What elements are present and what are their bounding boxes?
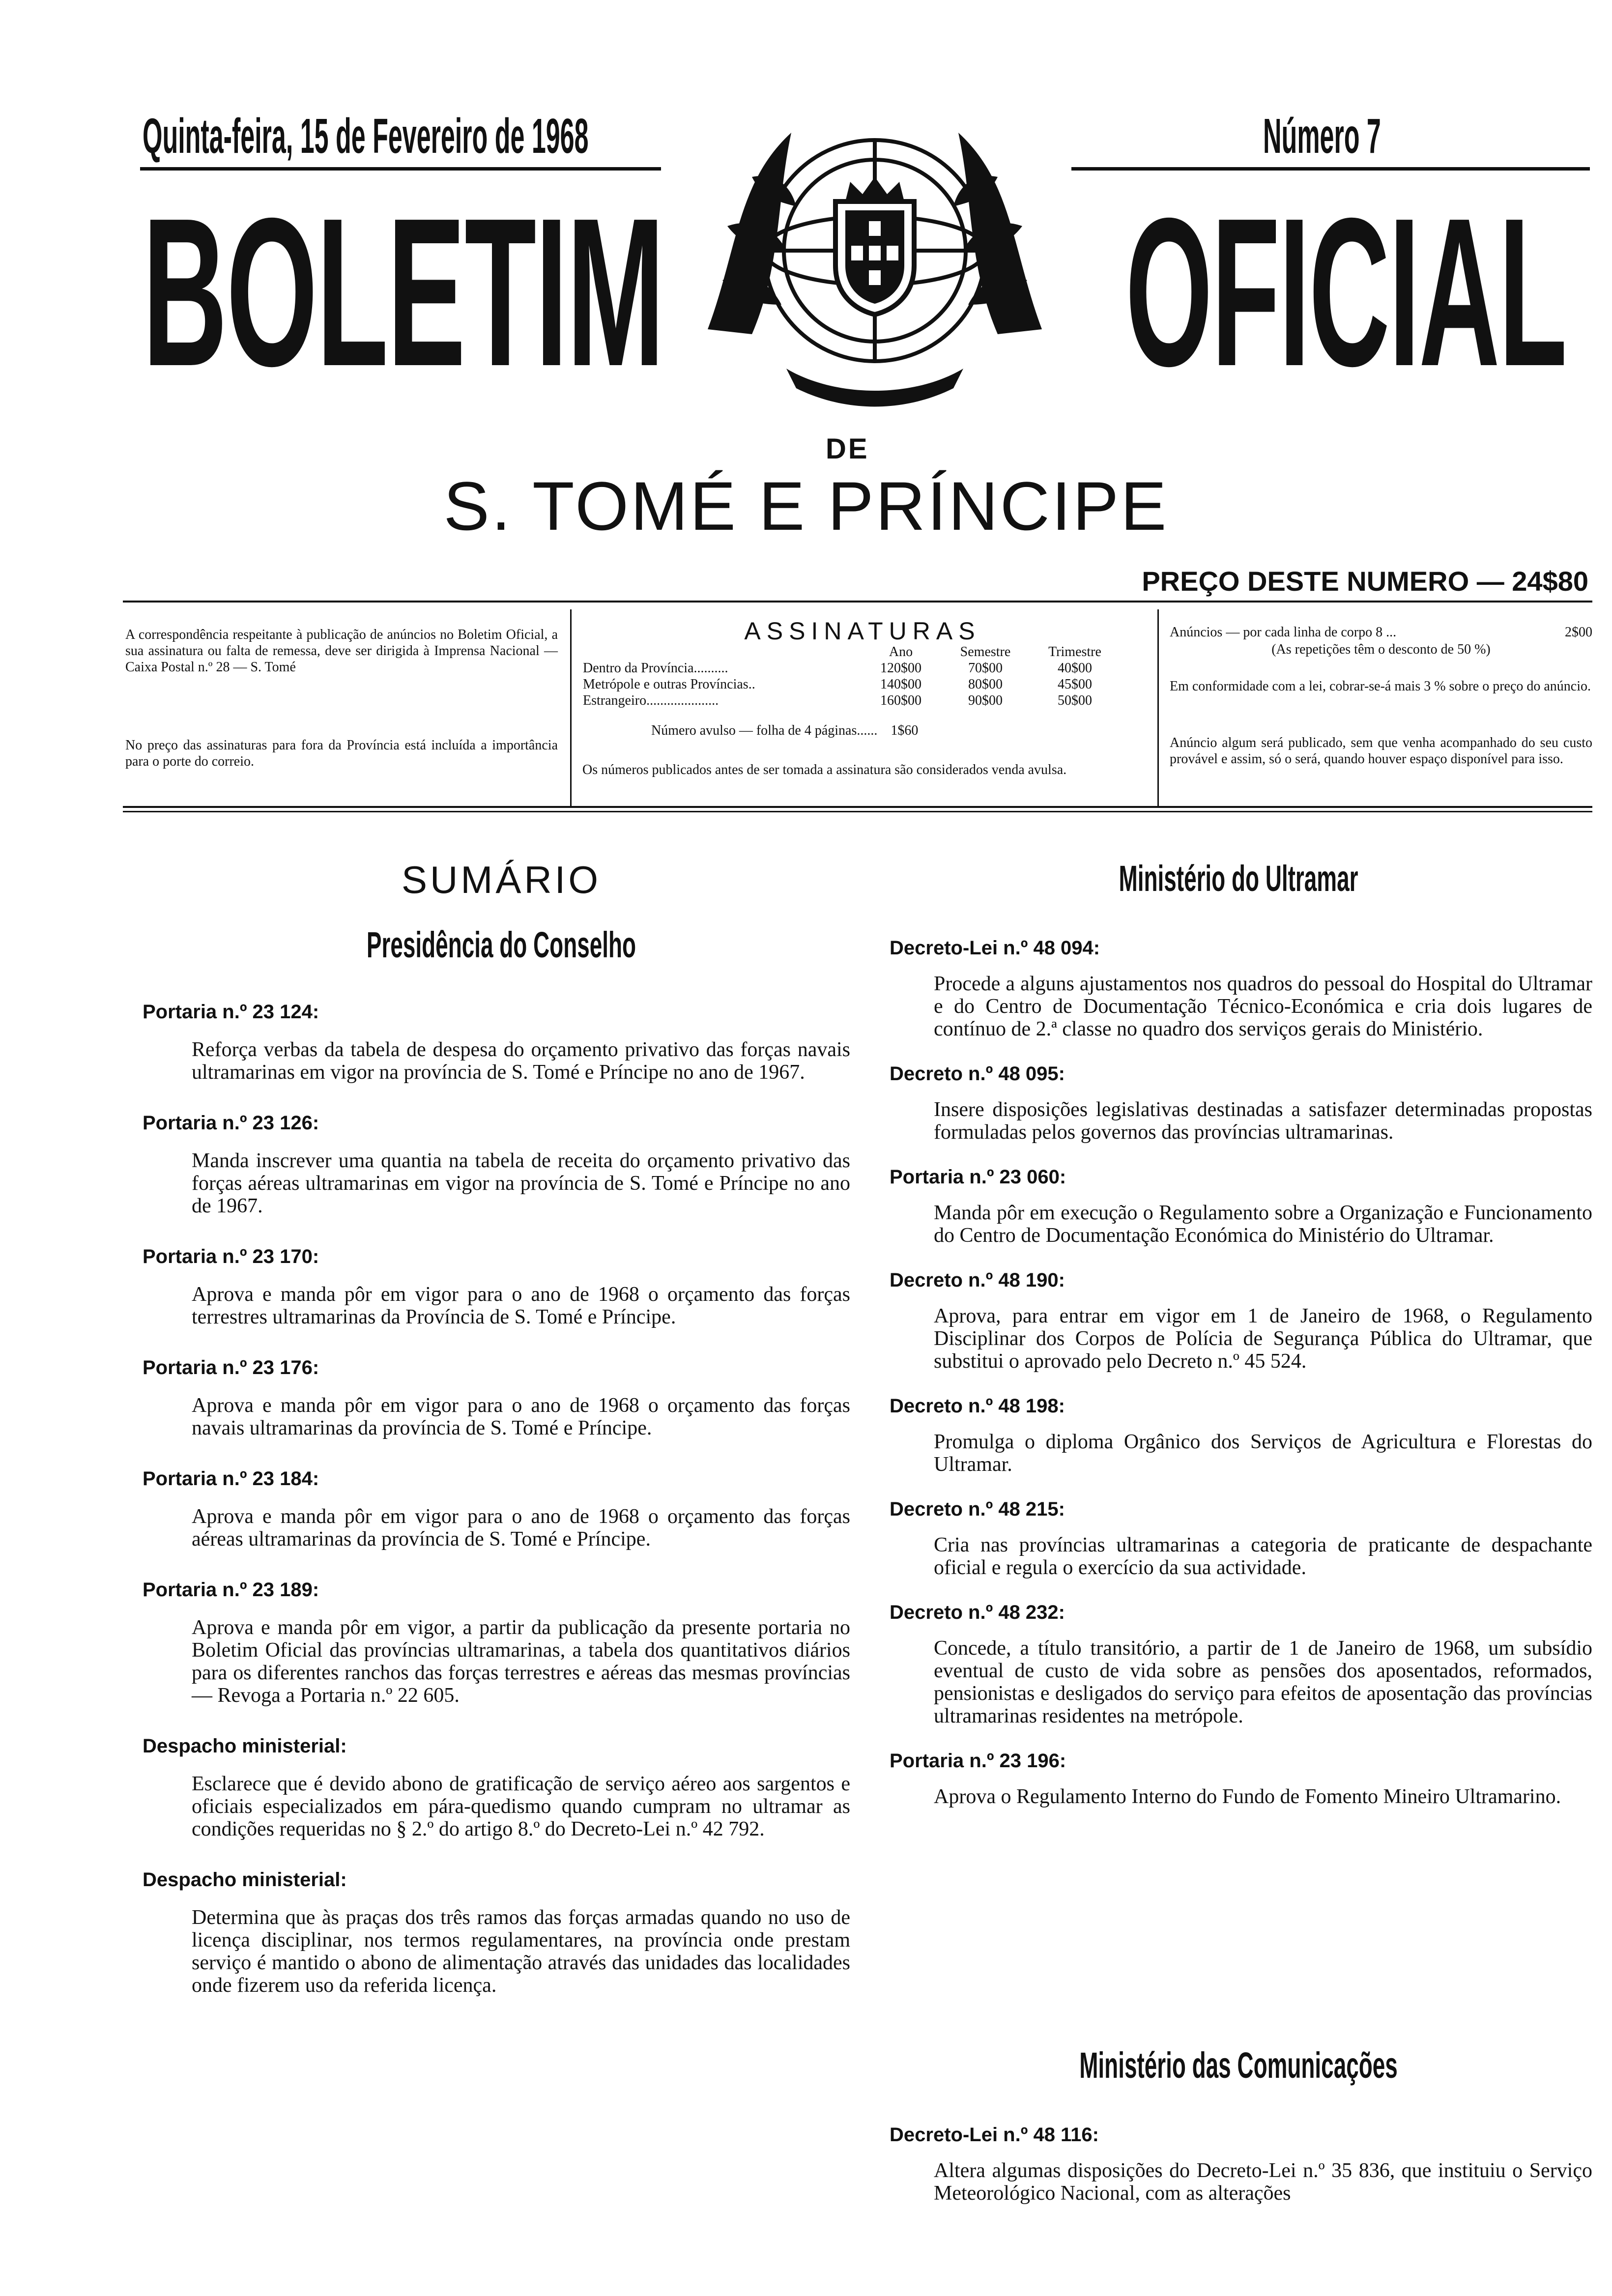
issue-number: Número 7 bbox=[1263, 109, 1381, 164]
entry-text: Promulga o diploma Orgânico dos Serviços de Agricultura e Florestas do Ultramar. bbox=[934, 1431, 1592, 1476]
list-item bbox=[890, 1062, 1592, 1144]
col-header-semester: Semestre bbox=[960, 644, 1011, 660]
table-row: Estrangeiro..................... 160$00 90$00 50$00 bbox=[583, 693, 1092, 708]
list-item bbox=[890, 2123, 1592, 2205]
list-item bbox=[143, 1111, 850, 1217]
entry-text: Determina que às praças dos três ramos das forças armadas quando no uso de licença disciplinar, nos termos regulamentares, na província onde prestam serviço é mantido o abono de alimentação através das unidades das localidades onde fizerem uso da referida licença. bbox=[192, 1906, 850, 1997]
ads-law-note: Em conformidade com a lei, cobrar-se-á mais 3 % sobre o preço do anúncio. bbox=[1170, 679, 1591, 694]
list-item bbox=[890, 936, 1592, 1040]
entry-heading: Portaria n.º 23 189: bbox=[143, 1579, 319, 1601]
ads-rule-note: Anúncio algum será publicado, sem que venha acompanhado do seu custo provável e assim, só o será, quando houver espaço disponível para isso. bbox=[1170, 735, 1592, 767]
list-item bbox=[890, 1268, 1592, 1373]
list-item bbox=[890, 1497, 1592, 1579]
ads-rate-label: Anúncios — por cada linha de corpo 8 ... bbox=[1170, 625, 1397, 640]
issue-date: Quinta-feira, 15 de Fevereiro de 1968 bbox=[143, 109, 589, 164]
section-comunicacoes: Ministério das Comunicações bbox=[1079, 2045, 1398, 2086]
entry-text: Aprova, para entrar em vigor em 1 de Janeiro de 1968, o Regulamento Disciplinar dos Corpos de Polícia de Segurança Pública do Ultramar, que substitui o aprovado pelo Decreto n.º 45 524. bbox=[934, 1305, 1592, 1373]
issue-price: PREÇO DESTE NUMERO — 24$80 bbox=[1142, 566, 1588, 597]
table-row: Metrópole e outras Províncias.. 140$00 80$00 45$00 bbox=[583, 677, 1092, 692]
list-item bbox=[890, 1601, 1592, 1727]
entry-heading: Portaria n.º 23 196: bbox=[890, 1750, 1066, 1772]
correspondence-note: A correspondência respeitante à publicação de anúncios no Boletim Oficial, a sua assinatura ou falta de remessa, deve ser dirigida à Imprensa Nacional — Caixa Postal n.º 28 — S. Tomé bbox=[125, 627, 558, 675]
list-item bbox=[143, 1734, 850, 1840]
entry-heading: Decreto-Lei n.º 48 116: bbox=[890, 2124, 1099, 2146]
list-item bbox=[890, 1749, 1592, 1808]
title-left: BOLETIM bbox=[143, 174, 664, 410]
entry-heading: Decreto n.º 48 232: bbox=[890, 1602, 1065, 1623]
entry-heading: Despacho ministerial: bbox=[143, 1735, 347, 1757]
single-issue-price: 1$60 bbox=[891, 723, 919, 738]
entry-heading: Decreto n.º 48 198: bbox=[890, 1395, 1065, 1417]
entry-text: Altera algumas disposições do Decreto-Lei n.º 35 836, que instituiu o Serviço Meteorológico Nacional, com as alterações bbox=[934, 2159, 1592, 2205]
col-header-quarter: Trimestre bbox=[1048, 644, 1101, 660]
list-item bbox=[143, 1356, 850, 1439]
entry-text: Manda inscrever uma quantia na tabela de receita do orçamento privativo das forças aéreas ultramarinas em vigor na província de S. Tomé e Príncipe no ano de 1967. bbox=[192, 1149, 850, 1217]
subscriptions-table bbox=[580, 644, 1120, 709]
entry-text: Procede a alguns ajustamentos nos quadros do pessoal do Hospital do Ultramar e do Centro de Documentação Técnico-Económica e cria dois lugares de contínuo de 2.ª classe no quadro dos serviços gerais do Ministério. bbox=[934, 973, 1592, 1040]
date-underline bbox=[140, 167, 661, 171]
postage-note: No preço das assinaturas para fora da Província está incluída a importância para o porte do correio. bbox=[125, 738, 558, 769]
list-item bbox=[890, 1394, 1592, 1476]
entry-text: Insere disposições legislativas destinadas a satisfazer determinadas propostas formuladas pelos governos das províncias ultramarinas. bbox=[934, 1098, 1592, 1144]
entry-text: Aprova e manda pôr em vigor para o ano de 1968 o orçamento das forças aéreas ultramarinas da província de S. Tomé e Príncipe. bbox=[192, 1505, 850, 1550]
right-entries-ultramar bbox=[890, 936, 1592, 1830]
header-rule-double bbox=[123, 811, 1592, 812]
entry-text: Aprova e manda pôr em vigor, a partir da publicação da presente portaria no Boletim Oficial das províncias ultramarinas, a tabela dos quantitativos diários para os diferentes ranchos das forças terrestres e aéreas das mesmas províncias — Revoga a Portaria n.º 22 605. bbox=[192, 1616, 850, 1707]
entry-text: Manda pôr em execução o Regulamento sobre a Organização e Funcionamento do Centro de Documentação Económica do Ministério do Ultramar. bbox=[934, 1202, 1592, 1247]
title-de: DE bbox=[826, 433, 869, 465]
header-rule-bottom bbox=[123, 806, 1592, 808]
number-underline bbox=[1071, 167, 1590, 171]
entry-heading: Portaria n.º 23 126: bbox=[143, 1112, 319, 1134]
entry-heading: Decreto n.º 48 215: bbox=[890, 1498, 1065, 1520]
title-right: OFICIAL bbox=[1125, 174, 1566, 410]
section-presidencia: Presidência do Conselho bbox=[366, 924, 636, 965]
entry-heading: Portaria n.º 23 184: bbox=[143, 1468, 319, 1490]
entry-heading: Portaria n.º 23 176: bbox=[143, 1357, 319, 1378]
list-item bbox=[143, 1000, 850, 1084]
info-divider-1 bbox=[570, 609, 572, 806]
ads-rate-price: 2$00 bbox=[1565, 625, 1592, 640]
list-item bbox=[143, 1578, 850, 1707]
list-item bbox=[143, 1467, 850, 1550]
entry-text: Concede, a título transitório, a partir de 1 de Janeiro de 1968, um subsídio eventual de custo de vida sobre as pensões dos aposentados, reformados, pensionistas e desligados do serviço para efeitos de aposentação das províncias ultramarinas residentes na metrópole. bbox=[934, 1637, 1592, 1727]
entry-text: Esclarece que é devido abono de gratificação de serviço aéreo aos sargentos e oficiais especializados em pára-quedismo quando cumpram no ultramar as condições requeridas no § 2.º do artigo 8.º do Decreto-Lei n.º 42 792. bbox=[192, 1773, 850, 1840]
table-row: Dentro da Província.......... 120$00 70$00 40$00 bbox=[583, 660, 1092, 676]
entry-text: Reforça verbas da tabela de despesa do orçamento privativo das forças navais ultramarinas em vigor na província de S. Tomé e Príncipe no ano de 1967. bbox=[192, 1038, 850, 1084]
ads-repeat-note: (As repetições têm o desconto de 50 %) bbox=[1271, 642, 1491, 657]
entry-heading: Decreto-Lei n.º 48 094: bbox=[890, 937, 1100, 959]
territory-name: S. TOMÉ E PRÍNCIPE bbox=[443, 467, 1169, 545]
list-item bbox=[143, 1245, 850, 1328]
header-rule-top bbox=[123, 601, 1592, 603]
info-divider-2 bbox=[1157, 609, 1159, 806]
entry-text: Aprova e manda pôr em vigor para o ano de 1968 o orçamento das forças terrestres ultramarinas da Província de S. Tomé e Príncipe. bbox=[192, 1283, 850, 1328]
entry-heading: Portaria n.º 23 170: bbox=[143, 1246, 319, 1267]
entry-text: Aprova e manda pôr em vigor para o ano de 1968 o orçamento das forças navais ultramarinas da província de S. Tomé e Príncipe. bbox=[192, 1394, 850, 1439]
single-issue-label: Número avulso — folha de 4 páginas...... bbox=[651, 723, 878, 738]
entry-heading: Decreto n.º 48 190: bbox=[890, 1269, 1065, 1291]
entry-text: Aprova o Regulamento Interno do Fundo de Fomento Mineiro Ultramarino. bbox=[934, 1785, 1561, 1808]
col-header-year: Ano bbox=[889, 644, 913, 660]
summary-heading: SUMÁRIO bbox=[401, 858, 602, 901]
subscriptions-title: ASSINATURAS bbox=[744, 617, 981, 645]
entry-heading: Despacho ministerial: bbox=[143, 1869, 347, 1891]
coat-of-arms-icon bbox=[678, 103, 1071, 423]
entry-heading: Decreto n.º 48 095: bbox=[890, 1063, 1065, 1085]
list-item bbox=[890, 1165, 1592, 1247]
right-entries-comunicacoes bbox=[890, 2123, 1592, 2205]
list-item bbox=[143, 1868, 850, 1997]
section-ultramar: Ministério do Ultramar bbox=[1119, 858, 1358, 899]
entry-heading: Portaria n.º 23 124: bbox=[143, 1001, 319, 1023]
single-issue-line bbox=[651, 722, 918, 739]
entry-heading: Portaria n.º 23 060: bbox=[890, 1166, 1066, 1188]
left-entries bbox=[143, 1000, 850, 2024]
back-issues-note: Os números publicados antes de ser tomada a assinatura são considerados venda avulsa. bbox=[582, 762, 1067, 777]
ads-rate-line bbox=[1170, 624, 1592, 640]
entry-text: Cria nas províncias ultramarinas a categoria de praticante de despachante oficial e regula o exercício da sua actividade. bbox=[934, 1534, 1592, 1579]
